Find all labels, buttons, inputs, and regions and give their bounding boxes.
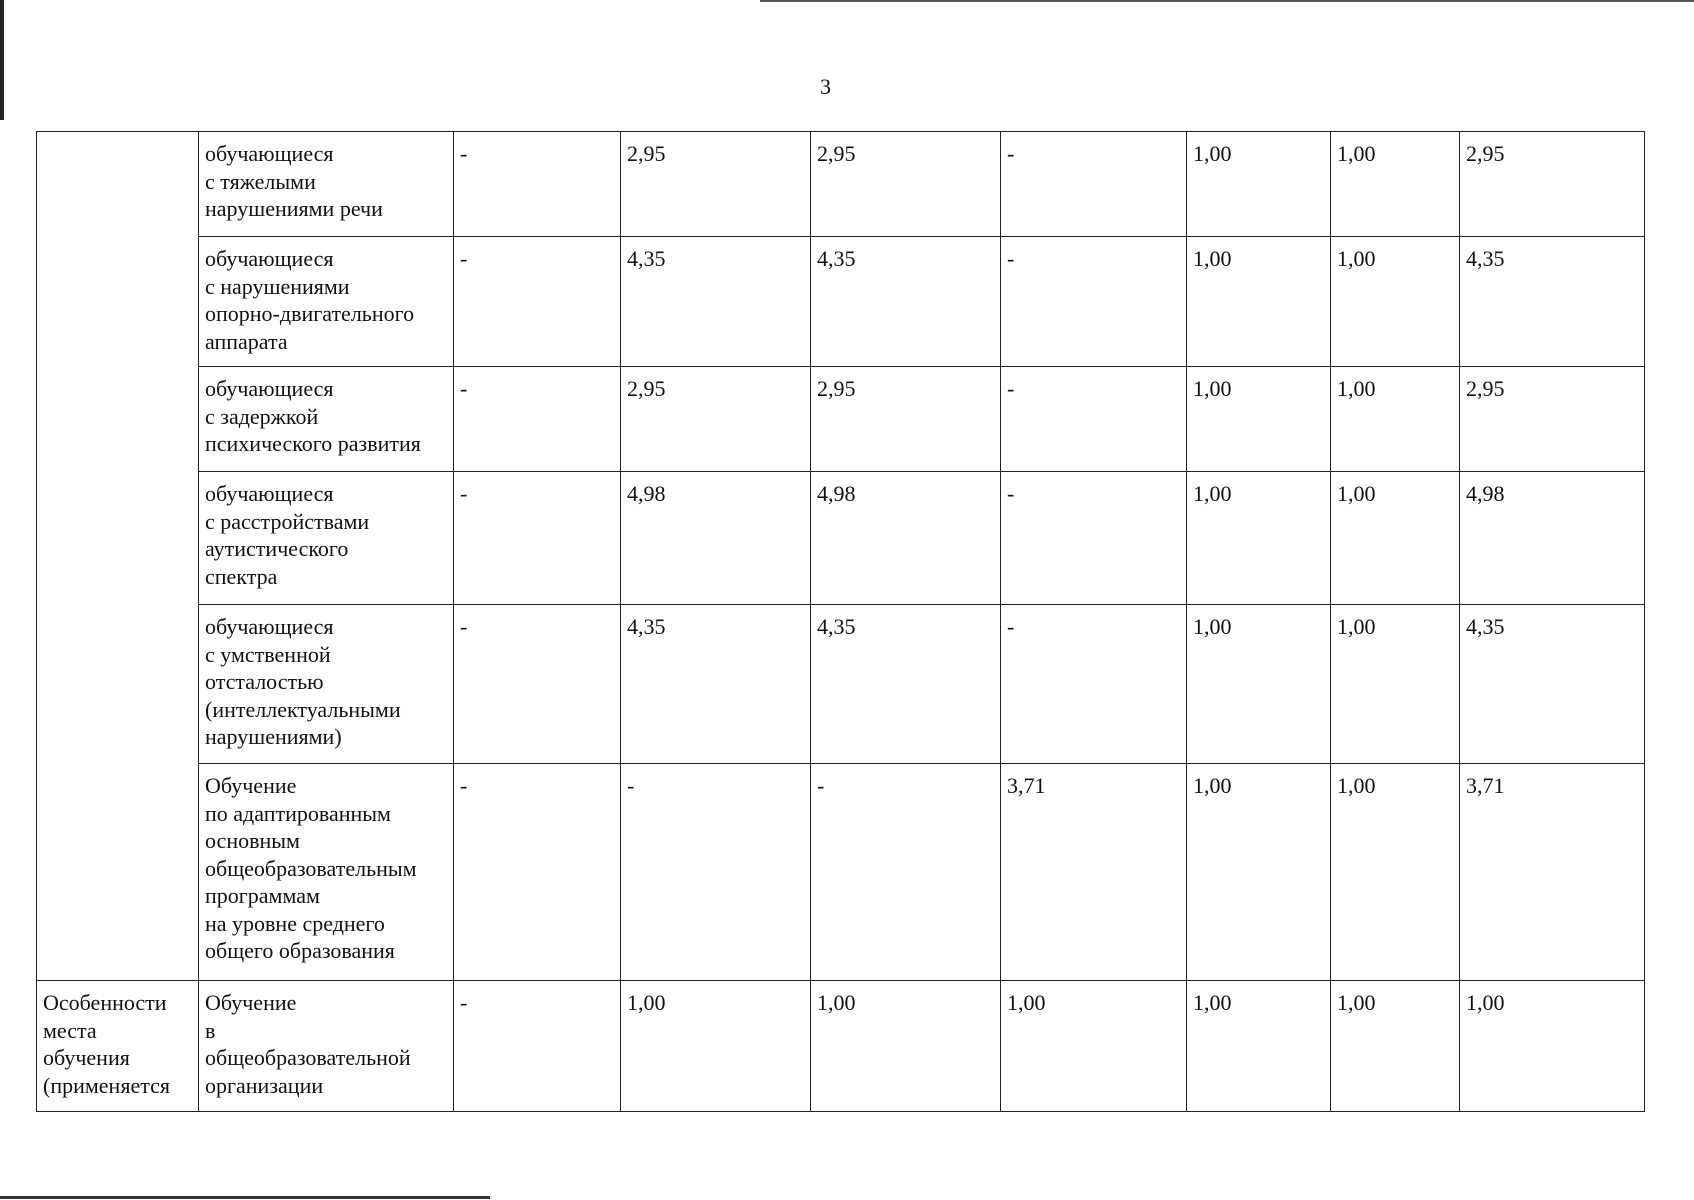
value-cell: 4,35 — [811, 605, 1001, 764]
value-cell: - — [1001, 472, 1187, 605]
value-cell: - — [1001, 605, 1187, 764]
value-cell: 1,00 — [1331, 367, 1460, 472]
value-cell: 4,35 — [621, 237, 811, 367]
value-cell: - — [811, 764, 1001, 981]
category-cell: обучающиеся с умственной отсталостью (интеллектуальными нарушениями) — [199, 605, 454, 764]
group-cell — [37, 132, 199, 981]
table-row — [37, 605, 1645, 764]
value-cell: 2,95 — [621, 367, 811, 472]
value-cell: 1,00 — [1331, 605, 1460, 764]
value-cell: - — [454, 367, 621, 472]
value-cell: 1,00 — [1187, 132, 1331, 237]
value-cell: 1,00 — [1187, 605, 1331, 764]
value-cell: 1,00 — [1331, 981, 1460, 1112]
value-cell: 1,00 — [811, 981, 1001, 1112]
value-cell: - — [454, 237, 621, 367]
scan-edge-bottom — [0, 1196, 490, 1199]
value-cell: - — [621, 764, 811, 981]
value-cell: - — [454, 605, 621, 764]
value-cell: 2,95 — [811, 132, 1001, 237]
value-cell: 1,00 — [1331, 237, 1460, 367]
table-row — [37, 981, 1645, 1112]
value-cell: 4,35 — [621, 605, 811, 764]
value-cell: 4,35 — [1460, 605, 1645, 764]
value-cell: - — [454, 981, 621, 1112]
category-cell: обучающиеся с задержкой психического развития — [199, 367, 454, 472]
category-cell: обучающиеся с нарушениями опорно-двигательного аппарата — [199, 237, 454, 367]
value-cell: 1,00 — [1001, 981, 1187, 1112]
value-cell: 4,98 — [621, 472, 811, 605]
value-cell: 1,00 — [1460, 981, 1645, 1112]
scan-edge-left — [0, 0, 4, 120]
value-cell: - — [454, 132, 621, 237]
value-cell: 2,95 — [621, 132, 811, 237]
value-cell: 1,00 — [1187, 981, 1331, 1112]
value-cell: 3,71 — [1001, 764, 1187, 981]
scan-edge-top — [760, 0, 1694, 2]
value-cell: 2,95 — [1460, 367, 1645, 472]
table-row — [37, 237, 1645, 367]
value-cell: 1,00 — [1331, 472, 1460, 605]
group-cell: Особенности места обучения (применяется — [37, 981, 199, 1112]
category-cell: Обучение по адаптированным основным общеобразовательным программам на уровне среднего общего образования — [199, 764, 454, 981]
category-cell: обучающиеся с расстройствами аутистического спектра — [199, 472, 454, 605]
value-cell: - — [1001, 237, 1187, 367]
value-cell: 1,00 — [1331, 132, 1460, 237]
value-cell: 4,98 — [811, 472, 1001, 605]
table-row — [37, 472, 1645, 605]
value-cell: 2,95 — [1460, 132, 1645, 237]
table-row — [37, 132, 1645, 237]
table-row — [37, 764, 1645, 981]
value-cell: - — [454, 472, 621, 605]
category-cell: Обучение в общеобразовательной организации — [199, 981, 454, 1112]
value-cell: 1,00 — [621, 981, 811, 1112]
value-cell: 1,00 — [1187, 367, 1331, 472]
value-cell: - — [454, 764, 621, 981]
coefficients-table — [36, 131, 1645, 1112]
category-cell: обучающиеся с тяжелыми нарушениями речи — [199, 132, 454, 237]
value-cell: - — [1001, 132, 1187, 237]
page-number: 3 — [820, 74, 831, 99]
table-row — [37, 367, 1645, 472]
value-cell: 4,35 — [1460, 237, 1645, 367]
value-cell: 2,95 — [811, 367, 1001, 472]
value-cell: 1,00 — [1187, 472, 1331, 605]
value-cell: 3,71 — [1460, 764, 1645, 981]
value-cell: - — [1001, 367, 1187, 472]
value-cell: 1,00 — [1187, 764, 1331, 981]
value-cell: 1,00 — [1187, 237, 1331, 367]
value-cell: 4,35 — [811, 237, 1001, 367]
value-cell: 4,98 — [1460, 472, 1645, 605]
value-cell: 1,00 — [1331, 764, 1460, 981]
